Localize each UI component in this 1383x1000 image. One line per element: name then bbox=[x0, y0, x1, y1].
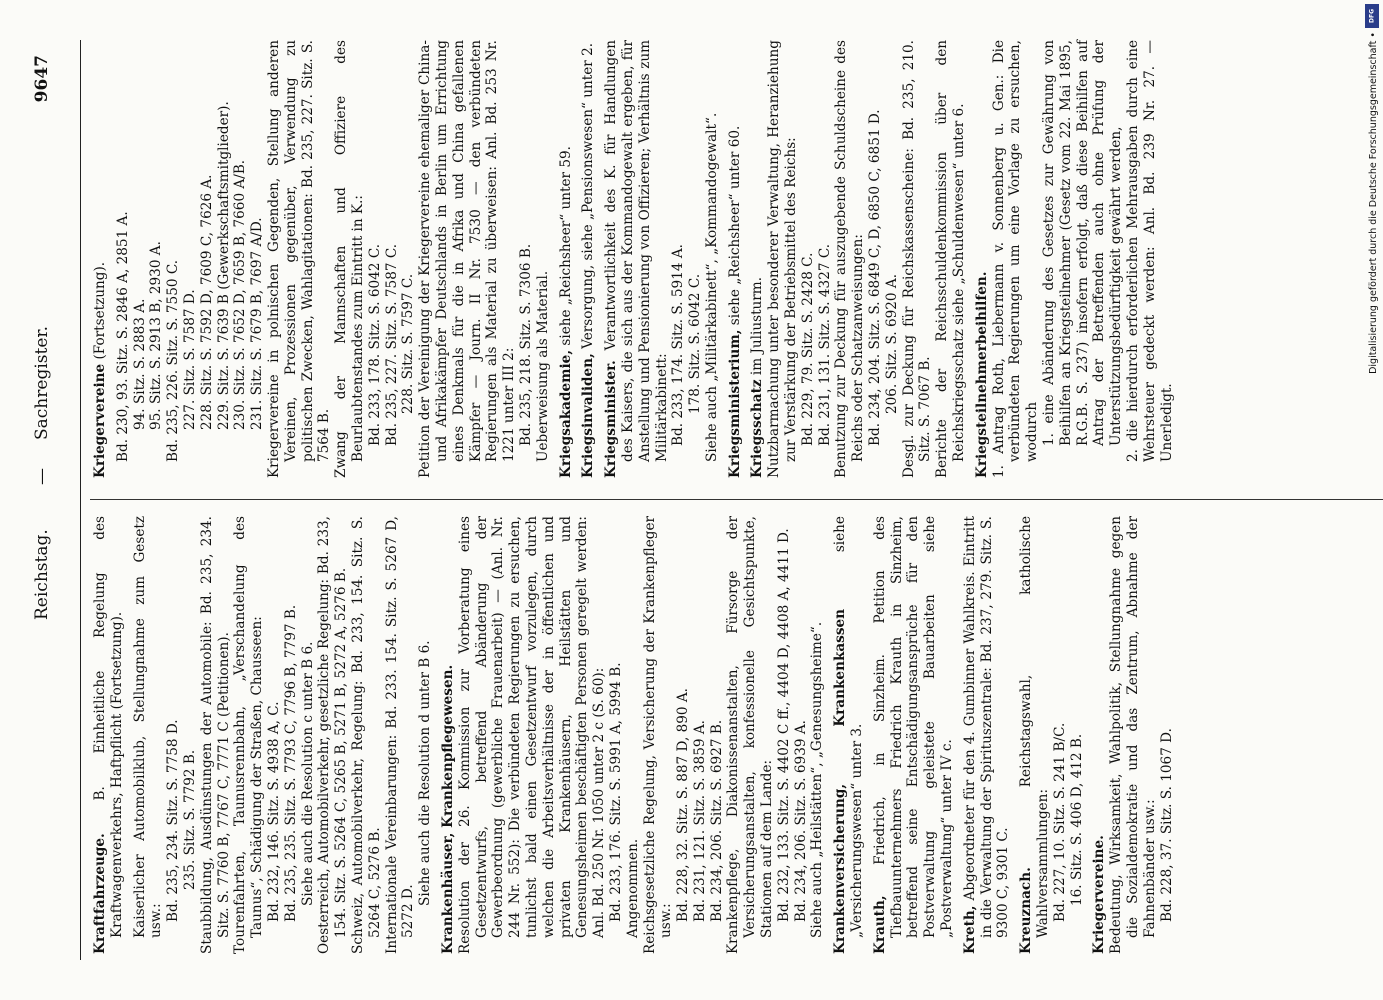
index-headword: Kriegsschatz bbox=[749, 379, 766, 478]
index-line bbox=[817, 40, 834, 478]
header-rule bbox=[80, 40, 81, 960]
index-headword: Kriegsminister. bbox=[603, 360, 620, 478]
index-text: Bd. 235, 234. Sitz. S. 7758 D. bbox=[165, 719, 182, 922]
index-text: Nutzbarmachung unter besonderer Verwaltung, Heranziehung zur Verstärkung der Betriebsmittel des Reichs: bbox=[766, 40, 800, 478]
index-line bbox=[132, 40, 149, 478]
index-text: Tourenfahrten, Taunusrennbahn, „Verschandelung des Taunus“, Schädigung der Straßen, Chausseen: bbox=[232, 516, 266, 954]
index-text: 95. Sitz. S. 2913 B, 2930 A. bbox=[148, 241, 165, 430]
index-text: Siehe auch „Militärkabinett“, „Kommandogewalt“. bbox=[703, 112, 720, 462]
index-text: 16. Sitz. S. 406 D, 412 B. bbox=[1068, 733, 1085, 906]
index-line bbox=[518, 40, 535, 478]
index-headword: Krauth, bbox=[871, 895, 888, 954]
index-line bbox=[1041, 40, 1125, 478]
index-line bbox=[457, 516, 608, 954]
index-line bbox=[350, 516, 384, 954]
index-line bbox=[675, 516, 692, 954]
index-line bbox=[670, 40, 687, 478]
index-line bbox=[1052, 516, 1069, 954]
index-line bbox=[625, 516, 642, 954]
index-text: Petition der Vereinigung der Kriegervereine ehemaliger China- und Afrikakämpfer Deutschlands in Berlin um Errichtung eines Denkmals für die in Afrika und China gefallenen Kämpfer — Journ. II Nr. 7530 — den verbündeten Regierungen als Material zu überweisen: Anl. Bd. 253 Nr. 1221 unter III 2: bbox=[417, 40, 518, 478]
index-line bbox=[766, 40, 800, 478]
index-line bbox=[367, 40, 384, 478]
index-line bbox=[266, 516, 283, 954]
index-line bbox=[934, 40, 968, 478]
index-text: Bd. 235, 235. Sitz. S. 7793 C, 7796 B, 7797 B. bbox=[282, 604, 299, 922]
index-text: Bd. 234, 206. Sitz. S. 6939 A. bbox=[792, 720, 809, 922]
index-line bbox=[132, 516, 166, 954]
index-headword: Kreth, bbox=[961, 905, 978, 954]
index-line bbox=[962, 516, 1012, 954]
index-text: Bd. 234, 206. Sitz. S. 6927 B. bbox=[708, 719, 725, 922]
index-line bbox=[300, 516, 317, 954]
index-line bbox=[727, 40, 744, 478]
index-line bbox=[535, 40, 552, 478]
index-line bbox=[608, 516, 625, 954]
right-column bbox=[92, 40, 1175, 478]
index-text: (Fortsetzung). bbox=[92, 261, 108, 364]
index-text: Bd. 228, 37. Sitz. S. 1067 D. bbox=[1158, 728, 1175, 922]
index-line bbox=[1091, 516, 1108, 954]
index-text: im Juliusturm. bbox=[749, 276, 766, 380]
index-text: 228. Sitz. S. 7592 D, 7609 C, 7626 A. bbox=[198, 174, 215, 430]
index-text: Versorgung, siehe „Pensionswesen“ unter 2. bbox=[580, 42, 597, 354]
index-line bbox=[232, 516, 266, 954]
index-line bbox=[165, 516, 182, 954]
index-line bbox=[283, 516, 300, 954]
index-text: siehe „Versicherungswesen“ unter 3. bbox=[832, 516, 866, 938]
index-text: Bd. 227, 10. Sitz. S. 241 B/C. bbox=[1051, 722, 1068, 922]
index-line bbox=[333, 40, 367, 478]
index-line bbox=[833, 40, 867, 478]
index-text: Siehe auch die Resolution d unter B 6. bbox=[417, 640, 434, 906]
index-text: 1. eine Abänderung des Gesetzes zur Gewährung von Beihilfen an Kriegsteilnehmer (Gesetz vom 22. Mai 1895, R.G.B. S. 237) insofern erfolgt, daß diese Beihilfen auf Antrag der Betreffenden auch ohne Prüfung der Unterstützungsbedürftigkeit gewährt werden, bbox=[1041, 40, 1125, 446]
index-line bbox=[316, 516, 350, 954]
index-text: Bd. 235, 226. Sitz. S. 7550 C. bbox=[165, 259, 182, 462]
index-line bbox=[832, 516, 866, 954]
index-text: Staubbildung, Ausdünstungen der Automobile: Bd. 235, 234. Sitz. S. 7760 B, 7767 C, 7771 C (Petitionen). bbox=[198, 516, 232, 954]
index-text: Bd. 235, 227. Sitz. S. 7587 C. bbox=[383, 243, 400, 446]
index-line bbox=[440, 516, 457, 954]
index-line bbox=[793, 516, 810, 954]
index-line bbox=[687, 40, 704, 478]
header-left: Reichstag. bbox=[32, 529, 52, 620]
index-text: Bd. 231, 131. Sitz. S. 4327 C. bbox=[816, 243, 833, 446]
index-headword: Kriegervereine. bbox=[1091, 835, 1108, 954]
index-line bbox=[692, 516, 709, 954]
index-text: 227. Sitz. S. 7587 D. bbox=[181, 289, 198, 430]
index-text: Bedeutung, Wirksamkeit, Wahlpolitik, Stellungnahme gegen die Sozialdemokratie und das Zentrum, Abnahme der Fahnenbänder usw.: bbox=[1108, 516, 1158, 954]
index-text: Reichsgesetzliche Regelung, Versicherung der Krankenpfleger usw.: bbox=[641, 516, 675, 954]
index-text: Krankenpflege, Diakonissenanstalten, Fürsorge der Versicherungsanstalten, konfessionelle Gesichtspunkte, Stationen auf dem Lande: bbox=[725, 516, 776, 954]
index-text: Siehe auch die Resolution c unter B 6. bbox=[299, 641, 316, 906]
index-text: Bd. 230, 93. Sitz. S. 2846 A, 2851 A. bbox=[114, 211, 131, 462]
index-text: Abgeordneter für den 4. Gumbinner Wahlkreis. Eintritt in die Verwaltung der Spirituszentrale: Bd. 237, 279. Sitz. S. 9300 C, 9301 C. bbox=[961, 516, 1012, 938]
index-headword: Kriegsteilnehmerbeihilfen. bbox=[973, 271, 990, 478]
index-text: Bd. 235, 218. Sitz. S. 7306 B. bbox=[517, 243, 534, 446]
index-line bbox=[384, 40, 401, 478]
left-column bbox=[92, 516, 1175, 954]
index-line bbox=[115, 40, 132, 478]
index-text: Verantwortlichkeit des K. für Handlungen des Kaisers, die sich aus der Kommandogewalt ergeben, für Anstellung und Pensionierung von Offizieren; Verhältnis zum Militärkabinett: bbox=[603, 40, 670, 462]
index-line bbox=[809, 516, 826, 954]
index-line bbox=[872, 516, 956, 954]
index-line bbox=[776, 516, 793, 954]
index-line bbox=[1125, 40, 1175, 478]
index-headword: Kriegsministerium, bbox=[726, 329, 743, 478]
index-text: Zwang der Mannschaften und Offiziere des Beurlaubtenstandes zum Eintritt in K.: bbox=[333, 40, 366, 478]
dfg-logo-icon: DFG bbox=[1365, 4, 1379, 28]
index-text: 228. Sitz. S. 7597 C. bbox=[400, 273, 417, 414]
index-text: Siehe auch „Heilstätten“, „Genesungsheime“. bbox=[809, 621, 826, 938]
index-text: Angenommen. bbox=[624, 838, 641, 938]
index-text: Oesterreich, Automobilverkehr, gesetzliche Regelung: Bd. 233, 154. Sitz. S. 5264 C, 5265 B, 5271 B, 5272 A, 5276 B. bbox=[316, 516, 350, 954]
index-text: Berichte der Reichsschuldenkommission über den Reichskriegsschatz siehe „Schuldenwesen“ unter 6. bbox=[934, 40, 968, 478]
page-header bbox=[32, 0, 72, 1000]
index-text: Kaiserlicher Automobilklub, Stellungnahme zum Gesetz usw.: bbox=[131, 516, 165, 938]
index-text: 1. Antrag Roth, Liebermann v. Sonnenberg u. Gen.: Die verbündeten Regierungen um eine Vorlage zu ersuchen, wodurch bbox=[990, 40, 1041, 478]
index-line bbox=[400, 40, 417, 478]
column-divider bbox=[90, 499, 1383, 500]
index-text: Resolution der 26. Kommission zur Vorberatung eines Gesetzentwurfs, betreffend Abänderung der Gewerbeordnung (gewerbliche Frauenarbeit) — (Anl. Nr. 244 Nr. 552): Die verbündeten Regierungen zu ersuchen, tunlichst bald einen Gesetzentwurf vorzulegen, durch welchen die Arbeitsverhältnisse der in öffentlichen und privaten Krankenhäusern, Heilstätten und Genesungsheimen beschäftigten Personen geregelt werden: Anl. Bd. 250 Nr. 1050 unter 2 c (S. 60): bbox=[456, 516, 608, 954]
index-text: 2. die hierdurch erforderlichen Mehrausgaben durch eine Wehrsteuer gedeckt werden: Anl. Bd. 239 Nr. 27. — Unerledigt. bbox=[1125, 40, 1175, 462]
index-line bbox=[199, 516, 233, 954]
index-line bbox=[182, 516, 199, 954]
index-headword: Kriegsakademie, bbox=[557, 349, 574, 478]
index-headword: Krankenversicherung, Krankenkassen bbox=[832, 608, 849, 954]
index-text: Bd. 232, 133. Sitz. S. 4402 C ff., 4404 D, 4408 A, 4411 D. bbox=[775, 528, 792, 922]
index-line bbox=[1159, 516, 1176, 954]
index-line bbox=[884, 40, 901, 478]
index-line bbox=[991, 40, 1041, 478]
index-text: 178. Sitz. S. 6042 C. bbox=[687, 273, 704, 414]
header-right: Sachregister. bbox=[32, 325, 52, 440]
index-text: 229. Sitz. S. 7639 B (Gewerkschaftsmitglieder). bbox=[215, 101, 232, 430]
index-line bbox=[1108, 516, 1158, 954]
index-headword: Kreuznach. bbox=[1018, 867, 1035, 954]
index-text: siehe „Reichsheer“ unter 60. bbox=[726, 125, 743, 330]
index-text: Benutzung zur Deckung für auszugebende Schuldscheine des Reichs oder Schatzanweisungen: bbox=[833, 40, 867, 478]
index-headword: Kriegsinvaliden, bbox=[580, 353, 597, 478]
index-line bbox=[901, 40, 935, 478]
index-headword: Kraftfahrzeuge. bbox=[92, 833, 108, 954]
index-line bbox=[642, 516, 676, 954]
index-line bbox=[232, 40, 249, 478]
index-text: siehe „Reichsheer“ unter 59. bbox=[557, 146, 574, 350]
index-text: Bd. 233, 178. Sitz. S. 6042 C. bbox=[366, 243, 383, 446]
index-line bbox=[709, 516, 726, 954]
index-line bbox=[1018, 516, 1052, 954]
index-text: Ueberweisung als Material. bbox=[534, 270, 551, 462]
index-line bbox=[148, 40, 165, 478]
page-number: 9647 bbox=[32, 55, 52, 103]
index-line bbox=[266, 40, 333, 478]
index-line bbox=[182, 40, 199, 478]
index-line bbox=[974, 40, 991, 478]
index-line bbox=[417, 40, 518, 478]
index-text: 231. Sitz. S. 7679 B, 7697 A/D. bbox=[249, 217, 266, 430]
index-text: 230. Sitz. S. 7652 D, 7659 B, 7660 A/B. bbox=[232, 159, 249, 430]
index-text: Reichstagswahl, katholische Wahlversammlungen: bbox=[1018, 516, 1052, 938]
index-text: Bd. 233, 176. Sitz. S. 5991 A, 5994 B. bbox=[607, 662, 624, 922]
index-text: Bd. 229, 79. Sitz. S. 2428 C. bbox=[799, 252, 816, 446]
index-line bbox=[165, 40, 182, 478]
index-line bbox=[199, 40, 216, 478]
index-text: Bd. 234, 204. Sitz. S. 6849 C, D, 6850 C, 6851 D. bbox=[867, 109, 884, 446]
index-headword: Kriegervereine bbox=[92, 363, 108, 478]
index-line bbox=[92, 40, 109, 478]
index-headword: Krankenhäuser, Krankenpflegewesen. bbox=[439, 664, 456, 954]
index-text: Bd. 228, 32. Sitz. S. 887 D, 890 A. bbox=[675, 688, 692, 922]
index-line bbox=[704, 40, 721, 478]
index-line bbox=[603, 40, 670, 478]
index-line bbox=[417, 516, 434, 954]
index-line bbox=[92, 516, 126, 954]
index-line bbox=[216, 40, 233, 478]
index-text: B. Einheitliche Regelung des Kraftwagenverkehrs, Haftpflicht (Fortsetzung). bbox=[92, 516, 125, 938]
index-line bbox=[580, 40, 597, 478]
index-text: 206. Sitz. S. 6920 A. bbox=[883, 273, 900, 414]
index-line bbox=[867, 40, 884, 478]
index-line bbox=[384, 516, 418, 954]
index-text: Internationale Vereinbarungen: Bd. 233. 154. Sitz. S. 5267 D, 5272 D. bbox=[383, 516, 417, 954]
index-text: Desgl. zur Deckung für Reichskassenscheine: Bd. 235, 210. Sitz. S. 7067 B. bbox=[900, 40, 934, 478]
index-text: Kriegervereine in polnischen Gegenden, Stellung anderen Vereinen, Prozessionen gegenüber, Verwendung zu politischen Zwecken, Wahlagitationen: Bd. 235, 227. Sitz. S. 7564 B. bbox=[265, 40, 333, 478]
index-text: Bd. 232, 146. Sitz. S. 4938 A, C. bbox=[265, 701, 282, 922]
index-text: Schweiz, Automobilverkehr, Regelung: Bd. 233, 154. Sitz. S. 5264 C, 5276 B. bbox=[349, 516, 383, 954]
index-text: 94. Sitz. S. 2883 A. bbox=[131, 298, 148, 430]
index-text: Bd. 233, 174. Sitz. S. 5914 A. bbox=[670, 244, 687, 446]
digitization-credit: Digitalisierung gefördert durch die Deutsche Forschungsgemeinschaft • bbox=[1368, 32, 1379, 374]
index-line bbox=[1069, 516, 1086, 954]
header-dash: — bbox=[32, 468, 52, 485]
index-text: 235. Sitz. S. 7792 B. bbox=[181, 749, 198, 890]
index-text: Bd. 231, 121. Sitz. S. 3859 A. bbox=[691, 720, 708, 922]
index-line bbox=[558, 40, 575, 478]
index-text: Friedrich, in Sinzheim. Petition des Tiefbauunternehmers Friedrich Krauth in Sinzheim, betreffend seine Entschädigungsansprüche für den Postverwaltung geleistete Bauarbeiten siehe „Postverwaltung“ unter IV c. bbox=[871, 516, 956, 938]
index-line bbox=[749, 40, 766, 478]
index-line bbox=[249, 40, 266, 478]
index-line bbox=[800, 40, 817, 478]
index-line bbox=[725, 516, 775, 954]
